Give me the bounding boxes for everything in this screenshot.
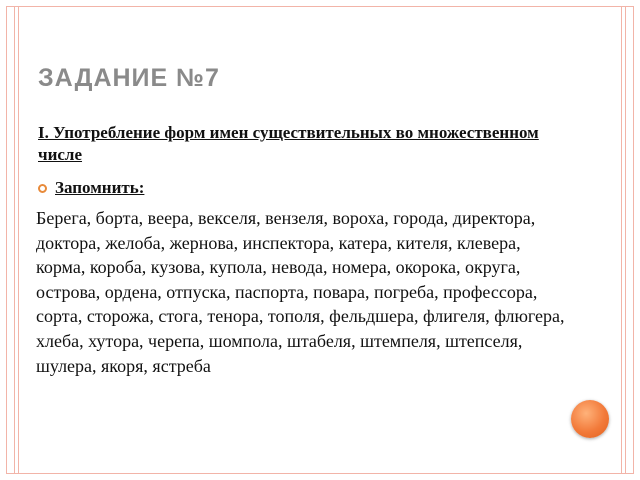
right-border-line-inner [621,6,622,474]
slide-title: ЗАДАНИЕ №7 [38,64,220,92]
word-list-text: Берега, борта, веера, векселя, вензеля, вороха, города, директора, доктора, желоба, жернова, инспектора, катера, кителя, клевера, корма, короба, кузова, купола, невода, номера, окорока, округа, острова, ордена, отпуска, паспорта, повара, погреба, профессора, сорта, сторожа, стога, тенора, тополя, фельдшера, флигеля, флюгера, хлеба, хутора, черепа, шомпола, штабеля, штемпеля, штепселя, шулера, якоря, ястреба [36,208,565,376]
right-border-line [625,6,626,474]
bullet-item [38,177,144,199]
bullet-label: Запомнить: [55,178,145,197]
left-border-line [14,6,15,474]
left-border-line-inner [18,6,19,474]
section-subheading: I. Употребление форм имен существительных во множественном числе [38,123,539,164]
orange-circle-icon[interactable] [571,400,609,438]
circle-bullet-icon [38,184,47,193]
